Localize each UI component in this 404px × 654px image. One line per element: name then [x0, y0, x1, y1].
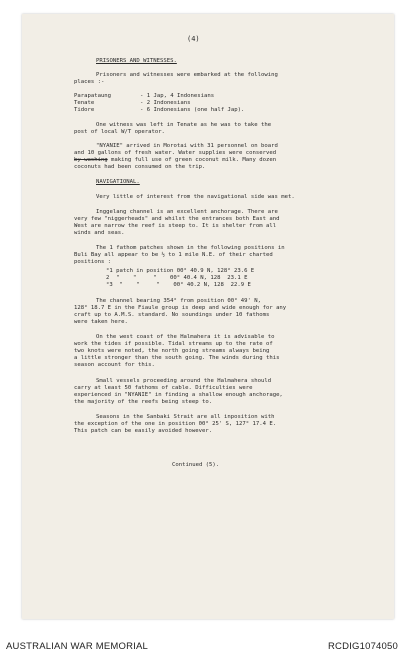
text-line: coconuts had been consumed on the trip. [74, 164, 206, 170]
place-detail: - 1 Jap, 4 Indonesians [140, 93, 215, 99]
text-line: "NYANIE" arrived in Morotai with 31 personnel on board [96, 143, 278, 149]
place-detail: - 6 Indonesians (one half Jap). [140, 107, 245, 113]
text-line: 128° 18.7 E in the Fiaule group is deep and wide enough for any [74, 305, 287, 311]
patch-position: °1 patch in position 00° 40.9 N, 128° 23.6 E [106, 268, 255, 274]
place-detail: - 2 Indonesians [140, 100, 191, 106]
text-line: experienced in "NYANIE" in finding a shallow enough anchorage, [74, 392, 283, 398]
text-line: post of local W/T operator. [74, 129, 165, 135]
text-line: Buli Bay all appear to be ½ to 1 mile N.E. of their charted [74, 252, 273, 258]
patch-position: °3 " " " 00° 40.2 N, 128 22.9 E [106, 282, 251, 288]
text-line: the exception of the one in position 00° 25' S, 127° 17.4 E. [74, 421, 277, 427]
text-line: This patch can be easily avoided however. [74, 428, 213, 434]
text-line: On the west coast of the Halmahera it is advisable to [96, 334, 275, 340]
text-line [74, 157, 276, 164]
text-line: Inggelang channel is an excellent anchorage. There are [96, 209, 278, 215]
text-line: were taken here. [74, 319, 128, 325]
text-line: West are narrow the reef is steep to. It is shelter from all [74, 223, 277, 229]
patch-position: 2 " " " 00° 40.4 N, 128 23.1 E [106, 275, 248, 281]
text-line: winds and seas. [74, 230, 125, 236]
text-line: positions : [74, 259, 112, 265]
text-line: very few "niggerheads" and whilst the entrances both East and [74, 216, 280, 222]
text-line: season account for this. [74, 362, 155, 368]
section-heading-prisoners: PRISONERS AND WITNESSES. [96, 58, 177, 64]
place-name: Parapataung [74, 93, 112, 99]
text-line: craft up to A.M.S. standard. No soundings under 10 fathoms [74, 312, 270, 318]
text-line: The channel bearing 354° from position 00° 49' N, [96, 298, 262, 304]
text-line: The 1 fathom patches shown in the following positions in [96, 245, 285, 251]
section-heading-navigational: NAVIGATIONAL. [96, 179, 140, 185]
text-line: Prisoners and witnesses were embarked at the following [96, 72, 278, 78]
text-span: making full use of green coconut milk. Many dozen [107, 157, 277, 163]
text-line: One witness was left in Tenate as he was to take the [96, 122, 272, 128]
text-line: and 10 gallons of fresh water. Water supplies were conserved [74, 150, 277, 156]
text-line: the majority of the reefs being steep to. [74, 399, 213, 405]
record-id: RCDIG1074050 [328, 641, 398, 652]
text-line: Very little of interest from the navigational side was met. [96, 194, 295, 200]
page-number: (4) [187, 35, 200, 43]
text-line: Small vessels proceeding around the Halmahera should [96, 378, 272, 384]
text-line: carry at least 50 fathoms of cable. Difficulties were [74, 385, 253, 391]
text-line: a little stronger than the south going. The winds during this [74, 355, 280, 361]
place-name: Tenate [74, 100, 95, 106]
archive-name: AUSTRALIAN WAR MEMORIAL [6, 641, 149, 652]
struck-text: by washing [74, 157, 108, 163]
continued-note: Continued (5). [172, 462, 220, 468]
text-line: work the tides if possible. Tidal streams up to the rate of [74, 341, 273, 347]
place-name: Tidore [74, 107, 95, 113]
text-line: two knots were noted, the north going streams always being [74, 348, 270, 354]
document-page [22, 14, 394, 619]
text-line: places :- [74, 79, 105, 85]
text-line: Seasons in the Sanbaki Strait are all inposition with [96, 414, 275, 420]
archive-footer [0, 629, 404, 654]
